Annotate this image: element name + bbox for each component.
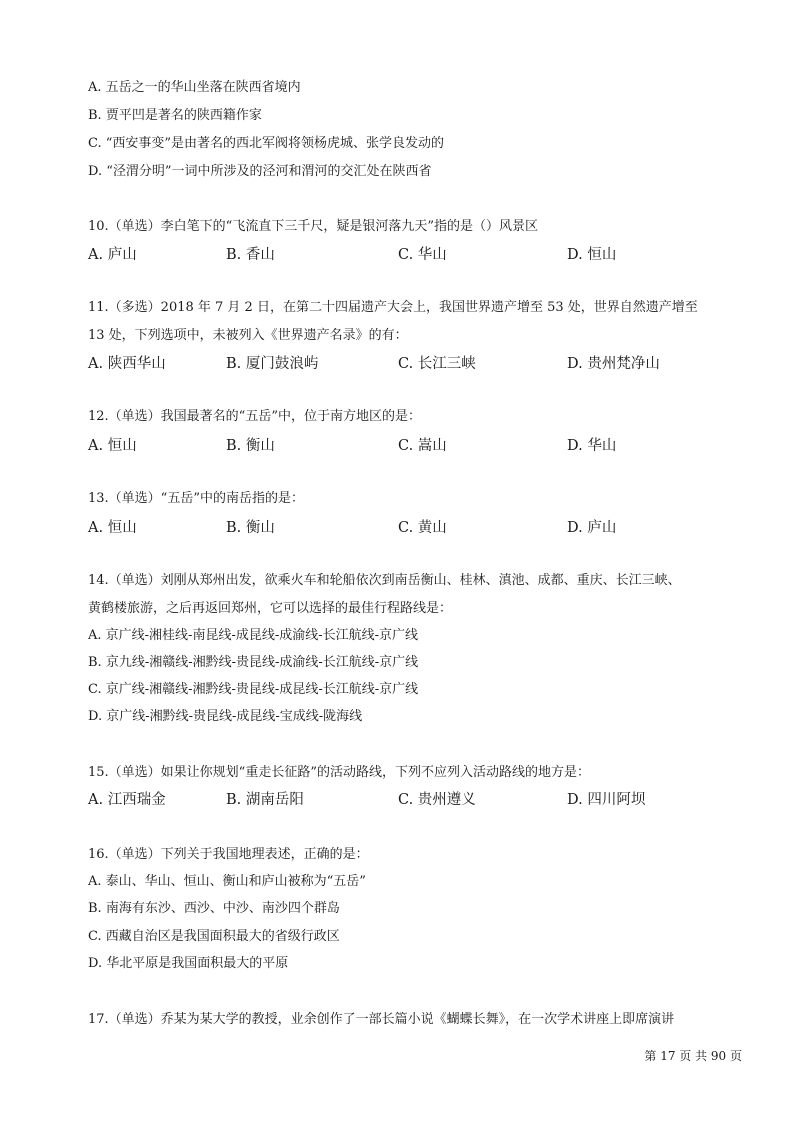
q13-option-c: C. 黄山 [398, 520, 447, 536]
q10-stem: 10.（单选）李白笔下的“飞流直下三千尺，疑是银河落九天”指的是（）风景区 [88, 219, 538, 234]
q11-stem-line-2: 13 处，下列选项中，未被列入《世界遗产名录》的有： [88, 328, 408, 343]
q13-option-b: B. 衡山 [226, 520, 275, 536]
q11-stem-line-1: 11.（多选）2018 年 7 月 2 日，在第二十四届遗产大会上，我国世界遗产增至 53 处，世界自然遗产增至 [88, 300, 698, 315]
q12-options [88, 436, 738, 456]
q12-option-c: C. 嵩山 [398, 438, 447, 454]
q11-options [88, 354, 738, 374]
q13-stem: 13.（单选）“五岳”中的南岳指的是： [88, 491, 304, 506]
q12-option-a: A. 恒山 [88, 438, 137, 454]
q16-stem: 16.（单选）下列关于我国地理表述，正确的是： [88, 847, 369, 862]
q12-option-b: B. 衡山 [226, 438, 275, 454]
q9-option-b: B. 贾平凹是著名的陕西籍作家 [88, 108, 262, 123]
q15-option-a: A. 江西瑞金 [88, 792, 166, 808]
q14-stem-line-2: 黄鹤楼旅游，之后再返回郑州，它可以选择的最佳行程路线是： [88, 601, 453, 616]
q16-option-b: B. 南海有东沙、西沙、中沙、南沙四个群岛 [88, 901, 340, 916]
q12-stem: 12.（单选）我国最著名的“五岳”中，位于南方地区的是： [88, 409, 421, 424]
q15-option-c: C. 贵州遵义 [398, 792, 476, 808]
q15-options [88, 790, 738, 810]
q11-option-b: B. 厦门鼓浪屿 [226, 356, 319, 372]
q15-option-d: D. 四川阿坝 [567, 792, 646, 808]
q9-option-c: C. “西安事变”是由著名的西北军阀将领杨虎城、张学良发动的 [88, 136, 445, 151]
q11-option-a: A. 陕西华山 [88, 356, 166, 372]
q16-option-d: D. 华北平原是我国面积最大的平原 [88, 956, 289, 971]
q14-stem-line-1: 14.（单选）刘刚从郑州出发，欲乘火车和轮船依次到南岳衡山、桂林、滇池、成都、重庆、长江三峡、 [88, 573, 681, 588]
page-number: 第 17 页 共 90 页 [644, 1049, 742, 1063]
q9-option-a: A. 五岳之一的华山坐落在陕西省境内 [88, 80, 301, 95]
q14-option-c: C. 京广线-湘赣线-湘黔线-贵昆线-成昆线-长江航线-京广线 [88, 682, 419, 697]
q15-option-b: B. 湖南岳阳 [226, 792, 304, 808]
q10-option-c: C. 华山 [398, 247, 447, 263]
q10-option-b: B. 香山 [226, 247, 275, 263]
q16-option-c: C. 西藏自治区是我国面积最大的省级行政区 [88, 929, 340, 944]
q16-option-a: A. 泰山、华山、恒山、衡山和庐山被称为“五岳” [88, 874, 366, 889]
q14-option-a: A. 京广线-湘桂线-南昆线-成昆线-成渝线-长江航线-京广线 [88, 628, 419, 643]
q11-option-d: D. 贵州梵净山 [567, 356, 660, 372]
q13-option-d: D. 庐山 [567, 520, 617, 536]
q13-option-a: A. 恒山 [88, 520, 137, 536]
q10-option-d: D. 恒山 [567, 247, 617, 263]
q15-stem: 15.（单选）如果让你规划“重走长征路”的活动路线，下列不应列入活动路线的地方是： [88, 765, 590, 780]
q13-options [88, 518, 738, 538]
q14-option-b: B. 京九线-湘赣线-湘黔线-贵昆线-成渝线-长江航线-京广线 [88, 655, 419, 670]
q9-option-d: D. “泾渭分明”一词中所涉及的泾河和渭河的交汇处在陕西省 [88, 164, 432, 179]
q12-option-d: D. 华山 [567, 438, 617, 454]
q17-stem: 17.（单选）乔某为某大学的教授，业余创作了一部长篇小说《蝴蝶长舞》，在一次学术讲座上即席演讲 [88, 1012, 675, 1027]
q14-option-d: D. 京广线-湘黔线-贵昆线-成昆线-宝成线-陇海线 [88, 709, 363, 724]
q10-option-a: A. 庐山 [88, 247, 137, 263]
q11-option-c: C. 长江三峡 [398, 356, 476, 372]
q10-options [88, 245, 738, 265]
